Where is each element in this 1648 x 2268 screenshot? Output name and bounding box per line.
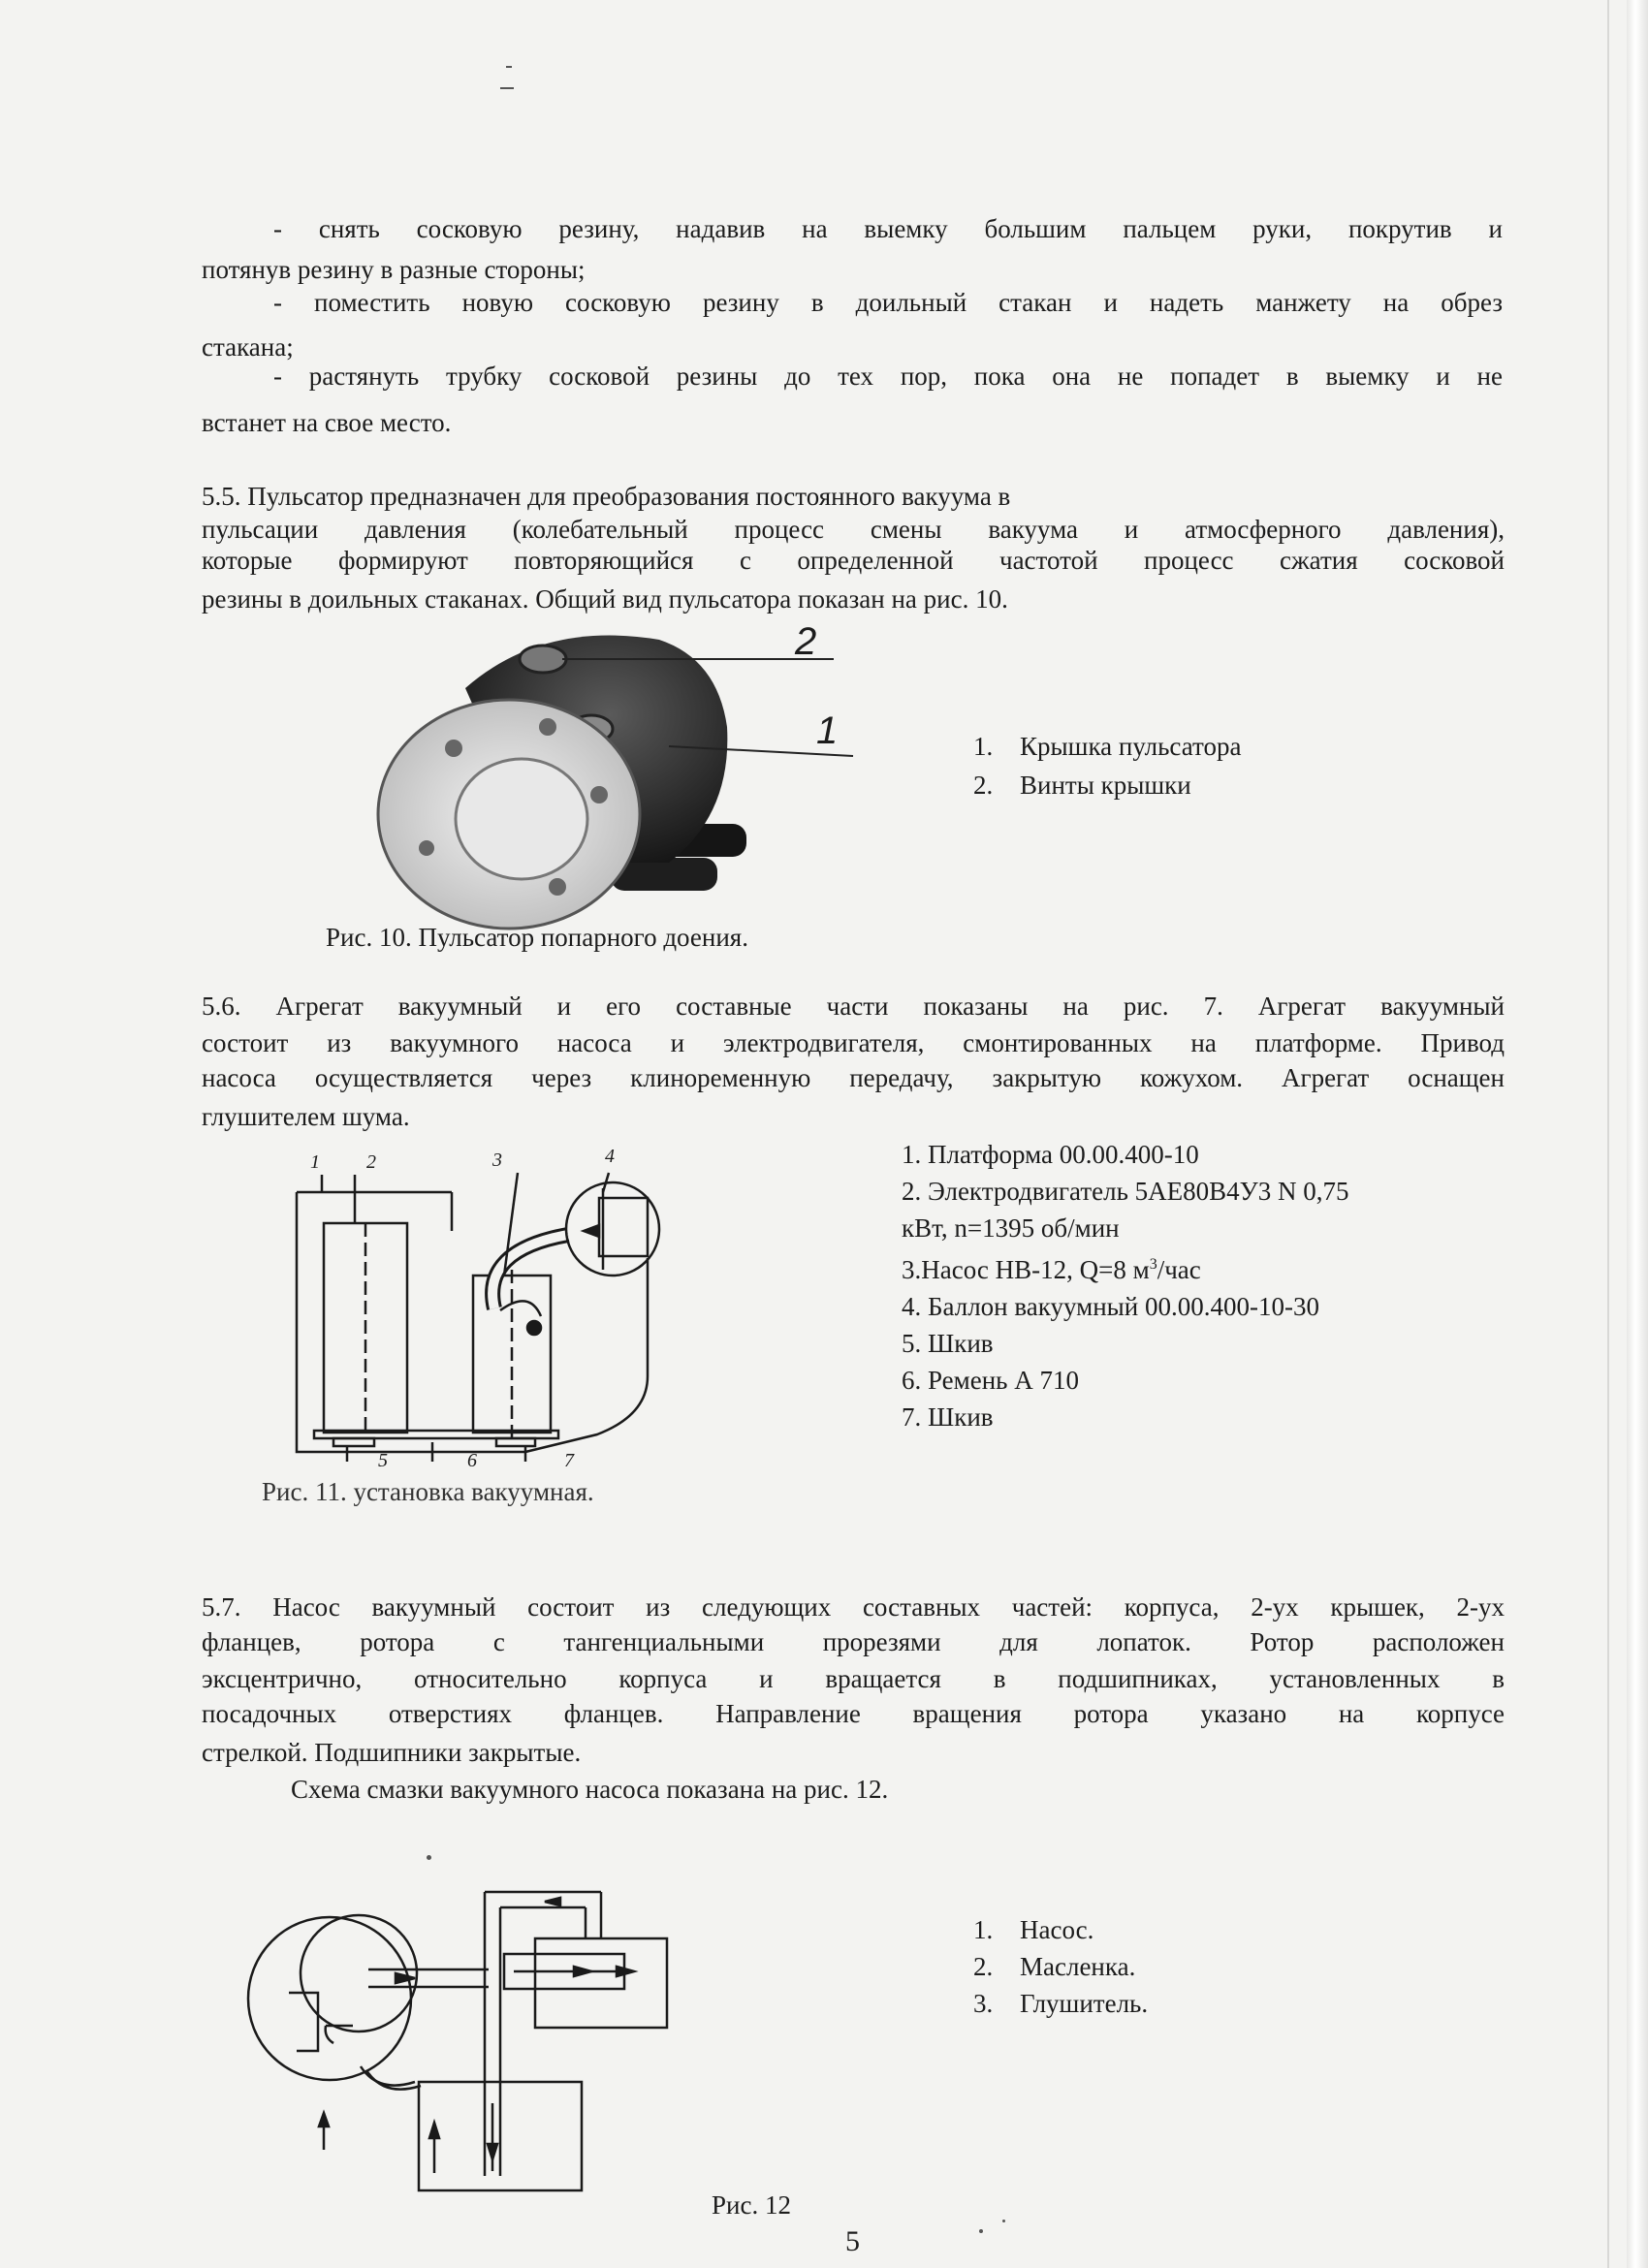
diagram-label-3: 3 (492, 1150, 502, 1171)
instruction-line-4: стакана; (202, 332, 294, 362)
legend-item: 5. Шкив (902, 1329, 994, 1358)
section-5-6-line-2: состоит из вакуумного насоса и электродвигателя, смонтированных на платформе. Привод (202, 1028, 1505, 1057)
scan-mark (500, 87, 514, 89)
section-5-6-line-4: глушителем шума. (202, 1102, 410, 1131)
instruction-line-5: - растянуть трубку сосковой резины до тех пор, пока она не попадет в выемку и не (273, 362, 1503, 391)
section-5-5-line-3: которые формируют повторяющийся с определенной частотой процесс сжатия сосковой (202, 546, 1505, 575)
diagram-label-5: 5 (378, 1450, 388, 1471)
page-fold-line (1607, 0, 1609, 2268)
section-5-7-line-5: стрелкой. Подшипники закрытые. (202, 1738, 582, 1767)
fig11-caption: Рис. 11. установка вакуумная. (262, 1477, 594, 1506)
section-5-5-line-2: пульсации давления (колебательный процесс смены вакуума и атмосферного давления), (202, 515, 1505, 544)
fig11-legend (902, 1136, 1349, 1435)
legend-item: 2. Электродвигатель 5АЕ80В4У3 N 0,75 (902, 1177, 1349, 1206)
instruction-line-3: - поместить новую сосковую резину в доильный стакан и надеть манжету на обрез (273, 288, 1503, 317)
section-5-7-line-2: фланцев, ротора с тангенциальными прорезями для лопаток. Ротор расположен (202, 1627, 1505, 1656)
vacuum-installation-diagram (287, 1153, 694, 1473)
instruction-line-6: встанет на свое место. (202, 408, 452, 437)
section-5-6-line-1: 5.6. Агрегат вакуумный и его составные части показаны на рис. 7. Агрегат вакуумный (202, 992, 1505, 1021)
legend-item: 6. Ремень А 710 (902, 1366, 1079, 1395)
legend-item: 4. Баллон вакуумный 00.00.400-10-30 (902, 1292, 1319, 1321)
fig12-legend (973, 1911, 1148, 2022)
legend-item: 1. Насос. (973, 1915, 1094, 1944)
scan-speck (427, 1855, 431, 1860)
scan-speck (1002, 2220, 1005, 2222)
legend-item: 2. Винты крышки (973, 771, 1191, 800)
fig12-caption: Рис. 12 (712, 2190, 791, 2220)
section-5-5-line-4: резины в доильных стаканах. Общий вид пульсатора показан на рис. 10. (202, 584, 1008, 614)
diagram-label-7: 7 (564, 1450, 574, 1471)
section-5-6-line-3: насоса осуществляется через клиноременную передачу, закрытую кожухом. Агрегат оснащен (202, 1063, 1505, 1092)
section-5-7-line-3: эксцентрично, относительно корпуса и вращается в подшипниках, установленных в (202, 1664, 1505, 1693)
diagram-label-6: 6 (467, 1450, 477, 1471)
fig10-caption: Рис. 10. Пульсатор попарного доения. (326, 923, 748, 952)
section-5-7-note: Схема смазки вакуумного насоса показана на рис. 12. (291, 1775, 889, 1804)
callout-1: 1 (816, 709, 839, 752)
legend-item: кВт, n=1395 об/мин (902, 1213, 1120, 1243)
diagram-label-2: 2 (366, 1151, 376, 1173)
scan-mark (506, 66, 512, 68)
legend-item: 3.Насос НВ-12, Q=8 $м^3$/час (902, 1255, 1201, 1284)
pulsator-photo (349, 620, 892, 930)
scan-speck (979, 2229, 983, 2233)
fig10-legend (973, 727, 1241, 804)
legend-item: 7. Шкив (902, 1402, 994, 1432)
instruction-line-1: - снять сосковую резину, надавив на выемку большим пальцем руки, покрутив и (273, 214, 1503, 243)
section-5-7-line-1: 5.7. Насос вакуумный состоит из следующих составных частей: корпуса, 2-ух крышек, 2-ух (202, 1592, 1505, 1622)
page-number: 5 (845, 2225, 860, 2257)
diagram-label-4: 4 (605, 1146, 615, 1167)
page-edge (1627, 0, 1648, 2268)
lubrication-scheme-diagram (233, 1880, 698, 2200)
legend-item: 1. Крышка пульсатора (973, 732, 1242, 761)
legend-item: 3. Глушитель. (973, 1989, 1149, 2018)
instruction-line-2: потянув резину в разные стороны; (202, 255, 586, 284)
legend-item: 2. Масленка. (973, 1952, 1136, 1981)
section-5-7-line-4: посадочных отверстиях фланцев. Направление вращения ротора указано на корпусе (202, 1699, 1505, 1728)
legend-item: 1. Платформа 00.00.400-10 (902, 1140, 1199, 1169)
section-5-5-line-1: 5.5. Пульсатор предназначен для преобразования постоянного вакуума в (202, 482, 1011, 511)
diagram-label-1: 1 (310, 1151, 320, 1173)
callout-2: 2 (795, 620, 817, 663)
